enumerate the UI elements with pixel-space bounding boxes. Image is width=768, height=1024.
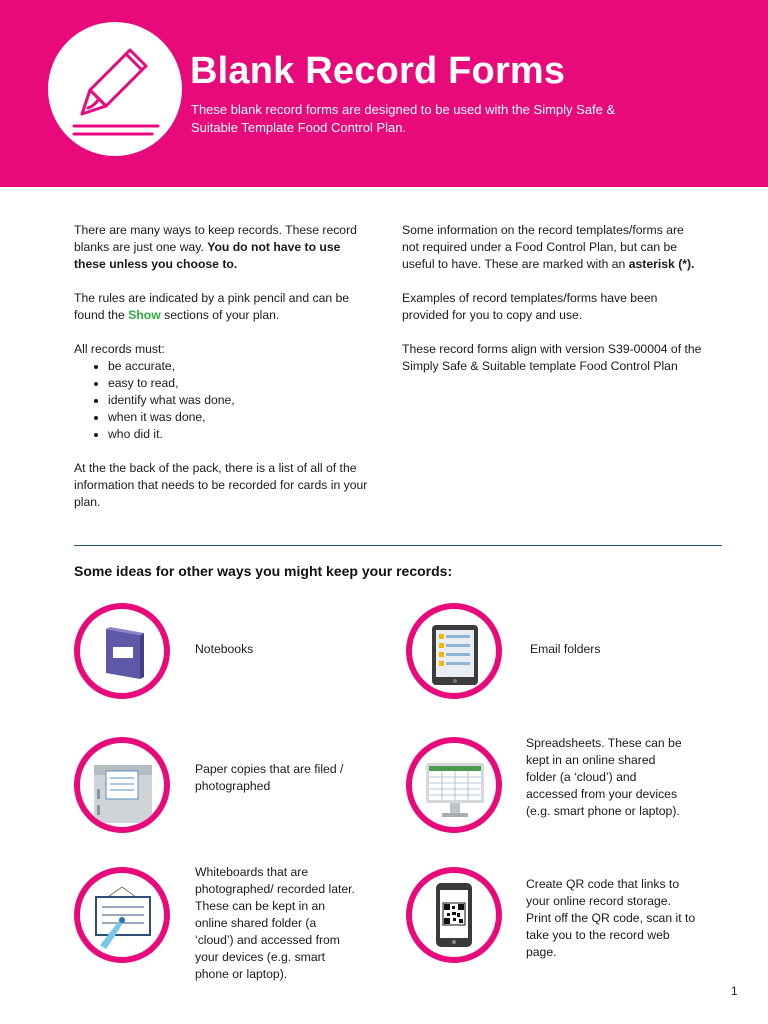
- qr-code-badge: [406, 867, 502, 963]
- intro-paragraph-1: There are many ways to keep records. These record blanks are just one way. You do not have to use these unless you choose to.: [74, 223, 357, 271]
- intro-paragraph-2: The rules are indicated by a pink pencil and can be found the Show sections of your plan.: [74, 291, 350, 322]
- intro-right-column: [402, 222, 702, 392]
- show-highlight: Show: [128, 308, 161, 322]
- whiteboard-badge: [74, 867, 170, 963]
- pencil-writing-icon: [48, 22, 182, 156]
- whiteboard-icon: [80, 873, 164, 957]
- notebook-icon: [80, 609, 164, 693]
- logo-badge: [48, 22, 182, 156]
- header-banner: [0, 0, 768, 187]
- intro-left-column: [74, 222, 370, 528]
- list-item: • be accurate,: [108, 358, 370, 375]
- page-number: 1: [731, 984, 738, 998]
- section-divider: [74, 545, 722, 546]
- asterisk-paragraph: Some information on the record templates/forms are not required under a Food Control Plan, but can be useful to have. These are marked with an asterisk (*).: [402, 223, 695, 271]
- idea-whiteboards: Whiteboards that are photographed/ recorded later. These can be kept in an online shared folder (a ‘cloud’) and accessed from your devices (e.g. smart phone or laptop).: [195, 865, 355, 981]
- email-folders-tablet-icon: [412, 609, 496, 693]
- notebook-badge: [74, 603, 170, 699]
- ideas-heading: Some ideas for other ways you might keep your records:: [74, 563, 453, 579]
- list-item: • easy to read,: [108, 375, 370, 392]
- idea-paper-copies: Paper copies that are filed / photographed: [195, 762, 344, 793]
- list-item: • identify what was done,: [108, 392, 370, 409]
- list-item: • who did it.: [108, 426, 370, 443]
- email-folders-badge: [406, 603, 502, 699]
- filing-cabinet-badge: [74, 737, 170, 833]
- idea-spreadsheets: Spreadsheets. These can be kept in an online shared folder (a ‘cloud’) and accessed from your devices (e.g. smart phone or laptop).: [526, 736, 682, 818]
- filing-cabinet-icon: [80, 743, 164, 827]
- intro-paragraph-4: At the the back of the pack, there is a list of all of the information that needs to be recorded for cards in your plan.: [74, 461, 368, 509]
- page-subtitle: These blank record forms are designed to be used with the Simply Safe & Suitable Template Food Control Plan.: [191, 102, 616, 135]
- version-paragraph: These record forms align with version S39-00004 of the Simply Safe & Suitable template Food Control Plan: [402, 342, 702, 373]
- records-must-intro: All records must:: [74, 342, 165, 356]
- examples-paragraph: Examples of record templates/forms have been provided for you to copy and use.: [402, 291, 658, 322]
- idea-notebooks: Notebooks: [195, 642, 254, 656]
- idea-qr-code: Create QR code that links to your online record storage. Print off the QR code, scan it to take you to the record web page.: [526, 877, 696, 959]
- spreadsheet-monitor-icon: [412, 743, 496, 827]
- records-must-list: [74, 358, 370, 443]
- qr-code-phone-icon: [412, 873, 496, 957]
- page-title: Blank Record Forms: [190, 50, 566, 92]
- idea-email-folders: Email folders: [530, 642, 601, 656]
- spreadsheet-badge: [406, 737, 502, 833]
- list-item: • when it was done,: [108, 409, 370, 426]
